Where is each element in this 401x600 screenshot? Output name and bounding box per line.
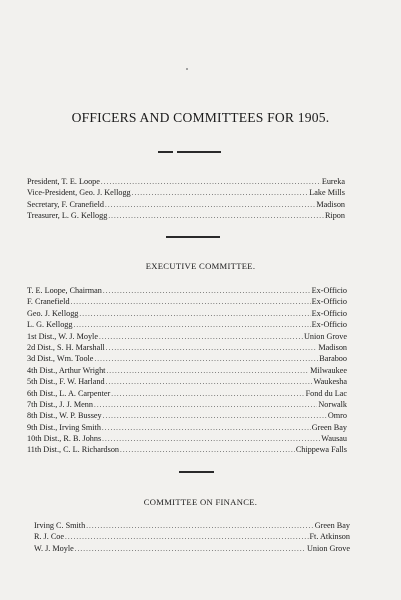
officer-place: Lake Mills <box>309 188 345 198</box>
executive-committee-heading: EXECUTIVE COMMITTEE. <box>145 261 256 271</box>
member-name: 11th Dist., C. L. Richardson <box>27 445 120 455</box>
member-name: 3d Dist., Wm. Toole <box>27 354 94 364</box>
member-name: 8th Dist., W. P. Bussey <box>27 411 102 421</box>
page-speck <box>186 68 188 70</box>
dot-leader <box>73 320 310 331</box>
list-item <box>27 444 347 455</box>
dot-leader <box>75 544 306 555</box>
member-place: Waukesha <box>313 377 347 387</box>
list-item <box>27 353 347 364</box>
member-place: Ex-Officio <box>311 308 347 318</box>
member-name: Geo. J. Kellogg <box>27 308 79 318</box>
member-place: Ex-Officio <box>311 297 347 307</box>
list-item <box>27 199 345 210</box>
member-name: W. J. Moyle <box>34 543 74 553</box>
list-item <box>27 319 347 330</box>
dot-leader <box>101 177 321 188</box>
dot-leader <box>106 366 309 377</box>
member-name: 2d Dist., S. H. Marshall <box>27 342 105 352</box>
list-item <box>27 422 347 433</box>
list-item <box>27 433 347 444</box>
list-item <box>34 520 350 531</box>
list-item <box>27 308 347 319</box>
dot-leader <box>106 343 318 354</box>
member-name: F. Cranefield <box>27 297 70 307</box>
list-item <box>27 176 345 187</box>
member-name: 5th Dist., F. W. Harland <box>27 377 105 387</box>
dot-leader <box>103 411 327 422</box>
list-item <box>27 285 347 296</box>
officer-place: Eureka <box>321 177 345 186</box>
member-place: Union Grove <box>307 543 350 553</box>
officers-list <box>27 176 345 222</box>
list-item <box>27 410 347 421</box>
list-item <box>27 365 347 376</box>
member-name: 1st Dist., W. J. Moyle <box>27 331 98 341</box>
member-name: 7th Dist., J. J. Menn <box>27 399 93 409</box>
title-rule-long <box>177 151 221 153</box>
officer-name: Vice-President, Geo. J. Kellogg <box>27 188 131 198</box>
officer-name: Secretary, F. Cranefield <box>27 199 105 209</box>
officer-name: President, T. E. Loope <box>27 177 100 186</box>
dot-leader <box>102 423 311 434</box>
dot-leader <box>94 354 318 365</box>
member-place: Ft. Atkinson <box>309 532 350 542</box>
finance-committee-heading: COMMITTEE ON FINANCE. <box>143 497 258 507</box>
dot-leader <box>79 309 310 320</box>
member-name: L. G. Kellogg <box>27 320 73 330</box>
dot-leader <box>94 400 317 411</box>
list-item <box>34 543 350 554</box>
member-name: 6th Dist., L. A. Carpenter <box>27 388 111 398</box>
list-item <box>27 331 347 342</box>
member-place: Ex-Officio <box>311 320 347 330</box>
page-title: OFFICERS AND COMMITTEES FOR 1905. <box>71 110 330 125</box>
list-item <box>27 399 347 410</box>
executive-committee-list <box>27 285 347 456</box>
member-place: Wausau <box>321 434 347 444</box>
member-name: 10th Dist., R. B. Johns <box>27 434 102 444</box>
member-place: Ex-Officio <box>311 286 347 295</box>
member-place: Baraboo <box>319 354 347 364</box>
member-place: Madison <box>318 342 347 352</box>
member-place: Green Bay <box>314 521 350 530</box>
dot-leader <box>99 332 303 343</box>
dot-leader <box>102 434 320 445</box>
dot-leader <box>120 445 295 456</box>
dot-leader <box>108 211 324 222</box>
dot-leader <box>86 521 314 532</box>
member-place: Union Grove <box>304 331 347 341</box>
member-place: Chippewa Falls <box>295 445 347 455</box>
list-item <box>27 342 347 353</box>
dot-leader <box>132 188 309 199</box>
list-item <box>27 296 347 307</box>
member-name: T. E. Loope, Chairman <box>27 286 102 295</box>
officer-place: Ripon <box>324 211 345 221</box>
member-name: 4th Dist., Arthur Wright <box>27 365 106 375</box>
dot-leader <box>105 200 315 211</box>
member-name: 9th Dist., Irving Smith <box>27 422 101 432</box>
dot-leader <box>65 532 308 543</box>
list-item <box>34 531 350 542</box>
list-item <box>27 187 345 198</box>
list-item <box>27 210 345 221</box>
member-name: Irving C. Smith <box>34 521 86 530</box>
list-item <box>27 376 347 387</box>
officer-place: Madison <box>316 199 345 209</box>
section-rule <box>179 471 214 473</box>
member-place: Green Bay <box>311 422 347 432</box>
dot-leader <box>103 286 311 297</box>
member-place: Milwaukee <box>310 365 347 375</box>
member-place: Omro <box>327 411 347 421</box>
dot-leader <box>106 377 313 388</box>
officer-name: Treasurer, L. G. Kellogg <box>27 211 108 221</box>
member-place: Norwalk <box>318 399 347 409</box>
dot-leader <box>111 389 304 400</box>
section-rule <box>166 236 220 238</box>
dot-leader <box>71 297 311 308</box>
finance-committee-list <box>34 520 350 554</box>
member-place: Fond du Lac <box>305 388 347 398</box>
title-rule-short <box>158 151 173 153</box>
member-name: R. J. Coe <box>34 532 65 542</box>
list-item <box>27 388 347 399</box>
